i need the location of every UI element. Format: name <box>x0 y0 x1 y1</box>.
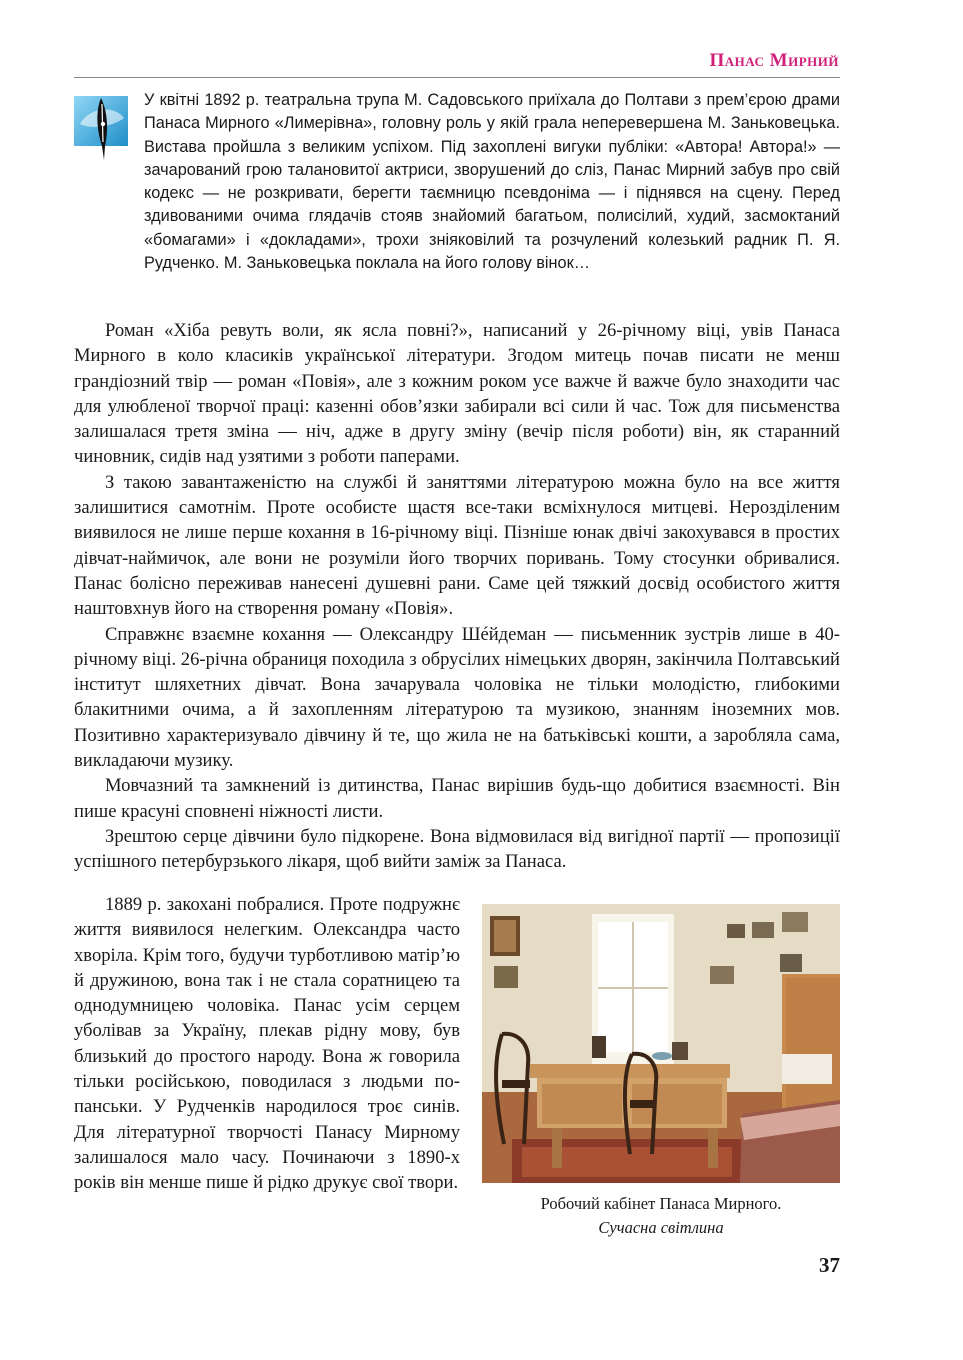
header-divider <box>74 77 840 78</box>
info-note <box>144 89 840 275</box>
paragraph: З такою завантаженістю на службі й заняттями літературою можна було на все життя залишитися самотнім. Проте особисте щастя все-таки всміхнулося митцеві. Нерозділеним виявилося не лише перше кохання в 16-річному віці. Пізніше юнак двічі закохувався в простих дівчат-наймичок, але вони не розуміли його творчих поривань. Тому стосунки обривалися. Панас болісно переживав нанесені душевні рани. Саме цей тяжкий досвід особистого життя наштовхнув його на створення роману «Повія». <box>74 471 840 620</box>
running-header-title: Панас Мирний <box>709 50 839 71</box>
photo-caption <box>482 1192 840 1240</box>
fountain-pen-icon <box>74 94 128 162</box>
paragraph: Справжнє взаємне кохання — Олександру Шéйдеман — письменник зустрів лише в 40-річному віці. 26-річна обраниця походила з обрусілих німецьких дворян, закінчила Полтавський інститут шляхетних дівчат. Вона зачарувала чоловіка не тільки молодістю, глибокими блакитними очима, а й захопленням літературою та музикою, знанням іноземних мов. Позитивно характеризувало дівчину й те, що жила не на батьківські кошти, а заробляла сама, викладаючи музику. <box>74 623 840 772</box>
study-room-photo <box>482 904 840 1183</box>
paragraph: Зрештою серце дівчини було підкорене. Вона відмовилася від вигідної партії — пропозиції успішного петербурзького лікаря, щоб вийти заміж за Панаса. <box>74 825 840 873</box>
text-column <box>74 892 460 1196</box>
caption-subtitle: Сучасна світлина <box>598 1218 724 1237</box>
paragraph: Роман «Хіба ревуть воли, як ясла повні?», написаний у 26-річному віці, увів Панаса Мирного в коло класиків української літератури. Згодом митець почав писати не менш грандіозний твір — роман «Повія», але з кожним роком усе важче й важче було знаходити час для улюбленої творчої праці: казенні обов’язки забирали всі сили й час. Тож для письменства залишалася третя зміна — ніч, адже в другу зміну (вечір після роботи) він, як старанний чиновник, сидів над узятими з роботи паперами. <box>74 320 840 468</box>
note-text: У квітні 1892 р. театральна трупа М. Садовського приїхала до Полтави з прем’єрою драми Панаса Мирного «Лимерівна», головну роль у якій грала неперевершена М. Заньковецька. Вистава пройшла з великим успіхом. Під захоплені вигуки публіки: «Автора! Автора!» — зачарований грою талановитої актриси, зворушений до сліз, Панас Мирний забув про свій кодекс — не розкривати, берегти таємницю псевдоніма — і піднявся на сцену. Перед здивованими очима глядачів стояв знайомий багатьом, полисілий, худий, засмоктаний «бомагами» і «докладами», трохи зніяковілий та розчулений колезький радник П. Я. Рудченко. М. Заньковецька поклала на його голову вінок… <box>144 91 840 273</box>
paragraph: Мовчазний та замкнений із дитинства, Панас вирішив будь-що добитися взаємності. Він пише красуні сповнені ніжності листи. <box>74 775 840 822</box>
caption-title: Робочий кабінет Панаса Мирного. <box>540 1194 782 1213</box>
paragraph: 1889 р. закохані побралися. Проте подружнє життя виявилося нелегким. Олександра часто хворіла. Крім того, будучи турботливою матір’ю й дружиною, вона так і не стала соратницею та однодумницею чоловіка. Панас усім серцем уболівав за Україну, плекав рідну мову, був близький до простого народу. Вона ж говорила тільки російською, поводилася з людьми по-панськи. У Рудченків народилося троє синів. Для літературної творчості Панасу Мирному залишалося мало часу. Починаючи з 1890-х років він менше пише й рідко друкує свої твори. <box>74 894 460 1194</box>
page-number: 37 <box>819 1253 840 1277</box>
main-text <box>74 318 840 875</box>
